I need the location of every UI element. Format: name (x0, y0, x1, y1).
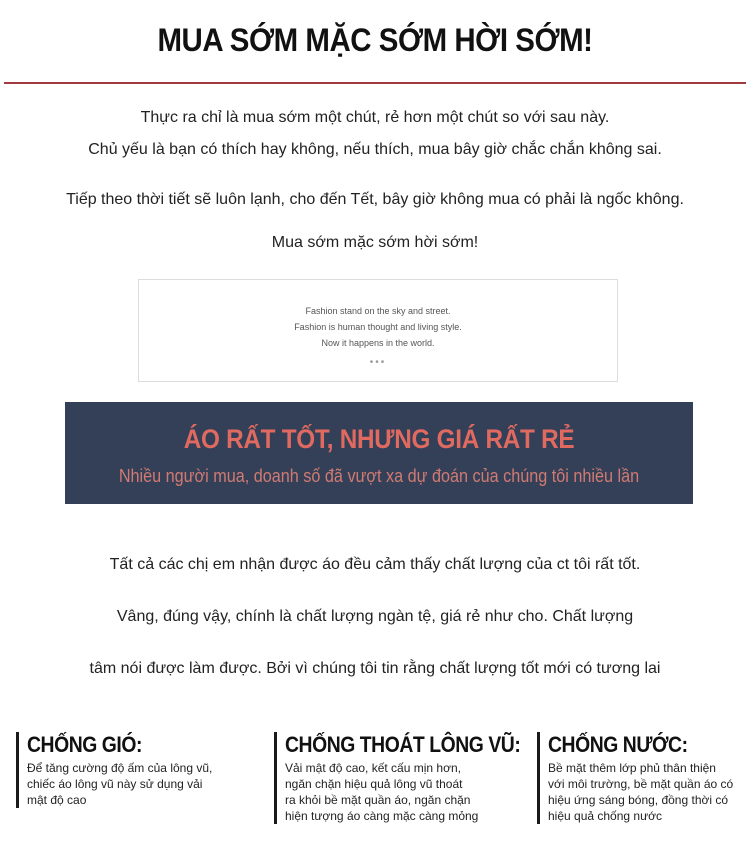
intro-line-3: Tiếp theo thời tiết sẽ luôn lạnh, cho đến Tết, bây giờ không mua có phải là ngốc không. (66, 191, 684, 208)
feature-down-proof (274, 732, 524, 824)
intro-line-2: Chủ yếu là bạn có thích hay không, nếu thích, mua bây giờ chắc chắn không sai. (88, 141, 662, 158)
quote-line-1: Fashion stand on the sky and street. (305, 306, 451, 316)
intro-line-1: Thực ra chỉ là mua sớm một chút, rẻ hơn một chút so với sau này. (140, 109, 610, 126)
body-line-2: Vâng, đúng vậy, chính là chất lượng ngàn tệ, giá rẻ như cho. Chất lượng (116, 608, 634, 625)
body-line-3: tâm nói được làm được. Bởi vì chúng tôi tin rằng chất lượng tốt mới có tương lai (89, 660, 661, 677)
quote-line-2: Fashion is human thought and living style. (294, 322, 462, 332)
title-divider (4, 82, 746, 84)
feature-windproof (16, 732, 256, 808)
feature-desc-line: chiếc áo lông vũ này sử dụng vải (27, 777, 203, 791)
feature-heading: CHỐNG THOÁT LÔNG VŨ: (285, 732, 521, 757)
quote-line-3: Now it happens in the world. (321, 338, 435, 348)
feature-description (27, 760, 256, 808)
feature-heading: CHỐNG NƯỚC: (548, 732, 688, 757)
banner-subline: Nhiều người mua, doanh số đã vượt xa dự đoán của chúng tôi nhiều lần (118, 466, 640, 486)
feature-desc-line: ra khỏi bề mặt quần áo, ngăn chặn (285, 793, 471, 807)
feature-desc-line: Vải mật độ cao, kết cấu mịn hơn, (285, 761, 461, 775)
feature-desc-line: mật độ cao (27, 793, 87, 807)
feature-description (548, 760, 745, 824)
ellipsis-dots-icon: ••• (369, 357, 387, 368)
body-line-1: Tất cả các chị em nhận được áo đều cảm thấy chất lượng của ct tôi rất tốt. (109, 556, 641, 573)
feature-heading: CHỐNG GIÓ: (27, 732, 142, 757)
feature-desc-line: hiệu quả chống nước (548, 809, 662, 823)
intro-line-4: Mua sớm mặc sớm hời sớm! (271, 234, 479, 251)
page-title: MUA SỚM MẶC SỚM HỜI SỚM! (157, 22, 593, 58)
feature-desc-line: với môi trường, bề mặt quần áo có (548, 777, 734, 791)
feature-waterproof (537, 732, 745, 824)
feature-desc-line: Để tăng cường độ ấm của lông vũ, (27, 761, 213, 775)
feature-description (285, 760, 524, 824)
feature-desc-line: hiệu ứng sáng bóng, đồng thời có (548, 793, 729, 807)
fashion-quote-card (138, 279, 618, 382)
banner-headline: ÁO RẤT TỐT, NHƯNG GIÁ RẤT RẺ (183, 424, 575, 454)
promo-banner (65, 402, 693, 504)
feature-desc-line: hiện tượng áo càng mặc càng mỏng (285, 809, 479, 823)
feature-desc-line: Bề mặt thêm lớp phủ thân thiện (548, 761, 716, 775)
feature-desc-line: ngăn chặn hiệu quả lông vũ thoát (285, 777, 463, 791)
